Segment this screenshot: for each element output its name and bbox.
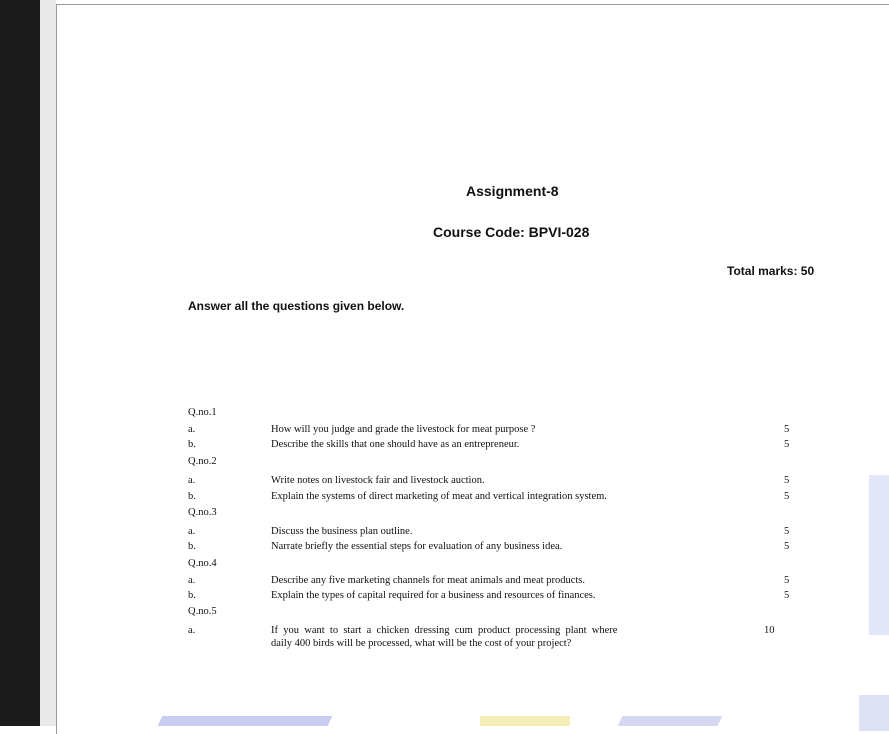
question-text: daily 400 birds will be processed, what will be the cost of your project? [271,638,572,649]
question-number: Q.no.5 [188,606,217,617]
part-label: b. [188,491,196,502]
question-marks: 5 [784,590,790,601]
course-code: Course Code: BPVI-028 [433,224,590,240]
question-text: Discuss the business plan outline. [271,526,413,537]
part-label: a. [188,625,196,636]
window-left-edge [0,0,40,726]
question-marks: 5 [784,526,790,537]
assignment-title: Assignment-8 [466,183,559,199]
watermark-fragment [869,475,889,635]
question-marks: 5 [784,541,790,552]
part-label: a. [188,424,196,435]
question-text: If you want to start a chicken dressing cum product processing plant where [271,625,618,636]
question-marks: 10 [764,625,775,636]
question-marks: 5 [784,575,790,586]
part-label: b. [188,590,196,601]
question-text: Write notes on livestock fair and livestock auction. [271,475,485,486]
part-label: a. [188,526,196,537]
question-text: Explain the types of capital required for a business and resources of finances. [271,590,596,601]
part-label: b. [188,541,196,552]
question-text: Describe any five marketing channels for meat animals and meat products. [271,575,586,586]
question-number: Q.no.3 [188,507,217,518]
question-number: Q.no.4 [188,558,217,569]
watermark-fragment [158,716,333,726]
question-number: Q.no.2 [188,456,217,467]
question-text: How will you judge and grade the livestock for meat purpose ? [271,424,536,435]
question-number: Q.no.1 [188,407,217,418]
viewer-background [40,0,56,726]
part-label: a. [188,475,196,486]
part-label: a. [188,575,196,586]
part-label: b. [188,439,196,450]
question-text: Narrate briefly the essential steps for evaluation of any business idea. [271,541,563,552]
total-marks: Total marks: 50 [727,264,815,278]
watermark-fragment [618,716,723,726]
watermark-fragment [480,716,570,726]
question-marks: 5 [784,475,790,486]
question-text: Describe the skills that one should have as an entrepreneur. [271,439,520,450]
question-marks: 5 [784,424,790,435]
question-text: Explain the systems of direct marketing of meat and vertical integration system. [271,491,607,502]
question-marks: 5 [784,439,790,450]
instructions: Answer all the questions given below. [188,299,405,313]
question-marks: 5 [784,491,790,502]
